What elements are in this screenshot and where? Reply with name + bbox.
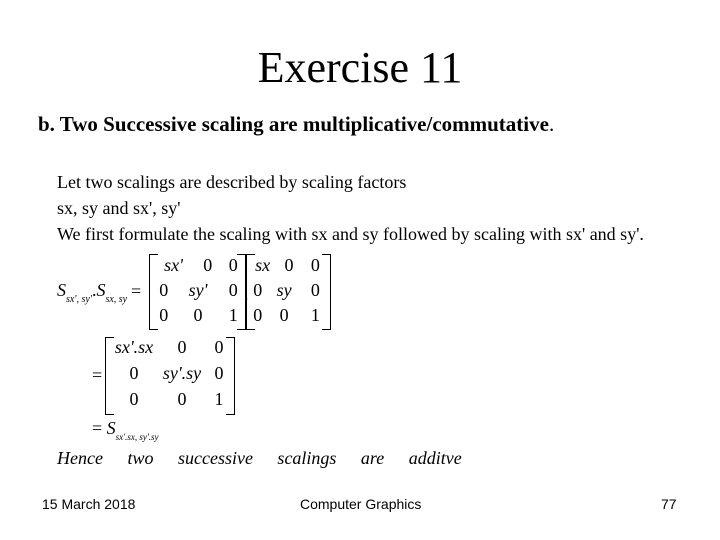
m2-cell: 1 — [310, 305, 320, 325]
m1-cell: 0 — [228, 280, 238, 300]
m3-cell: 0 — [177, 389, 187, 409]
m2-cell: 0 — [279, 305, 289, 325]
lhs-S1-sub: sx', sy' — [66, 294, 92, 305]
m2-cell: 0 — [253, 280, 263, 300]
m2-matrix — [250, 255, 328, 329]
m2-cell: 0 — [284, 255, 294, 275]
m3-cell: 1 — [214, 389, 224, 409]
m3-cell: sy'.sy — [162, 363, 202, 383]
m3-cell: 0 — [214, 363, 224, 383]
m2-cell: 0 — [310, 255, 320, 275]
lhs-S1: S — [57, 280, 66, 300]
m1-cell: 1 — [228, 305, 238, 325]
eq3 — [92, 418, 159, 442]
m1-cell: 0 — [159, 305, 169, 325]
eq1-equals: = — [131, 281, 142, 301]
m1-cell: sy' — [188, 280, 208, 300]
subtitle-period: . — [548, 112, 555, 136]
footer-date: 15 March 2018 — [42, 496, 136, 512]
m1-cell: 0 — [203, 255, 213, 275]
m1-cell: sx' — [164, 255, 183, 275]
m1-matrix — [152, 255, 246, 329]
lhs-S2-sub: sx, sy — [105, 294, 128, 305]
m1-cell: 0 — [193, 305, 203, 325]
slide-subtitle — [38, 112, 554, 137]
eq3-S-sub: sx'.sx, sy'.sy — [115, 432, 159, 442]
conclusion-line: Hence two successive scalings are additve — [57, 448, 462, 468]
body-line-3: We first formulate the scaling with sx and sy followed by scaling with sx' and sy'. — [57, 224, 644, 244]
m3-matrix — [110, 337, 234, 413]
subtitle-text: b. Two Successive scaling are multiplicative/commutative — [38, 112, 549, 136]
m3-cell: 0 — [129, 389, 139, 409]
eq3-S: S — [106, 418, 116, 438]
footer-page-number: 77 — [661, 496, 677, 512]
m2-cell: 0 — [310, 280, 320, 300]
lhs-S2: S — [96, 280, 106, 300]
m1-cell: 0 — [228, 255, 238, 275]
m2-cell: sy — [276, 280, 292, 300]
lhs-dot: . — [91, 280, 97, 300]
m2-cell: sx — [255, 255, 271, 275]
footer-course: Computer Graphics — [300, 496, 422, 512]
m3-cell: 0 — [214, 337, 224, 357]
slide-title: Exercise 11 — [257, 43, 463, 92]
eq2-equals: = — [92, 365, 103, 385]
body-line-1: Let two scalings are described by scaling factors — [57, 172, 407, 192]
m2-cell: 0 — [253, 305, 263, 325]
eq3-equals: = — [92, 418, 103, 438]
m3-cell: 0 — [129, 363, 139, 383]
m1-cell: 0 — [159, 280, 169, 300]
m3-cell: sx'.sx — [114, 337, 154, 357]
body-line-2: sx, sy and sx', sy' — [57, 198, 181, 218]
m3-cell: 0 — [177, 337, 187, 357]
eq1-operator: . — [244, 284, 249, 304]
eq1-lhs — [57, 280, 128, 305]
